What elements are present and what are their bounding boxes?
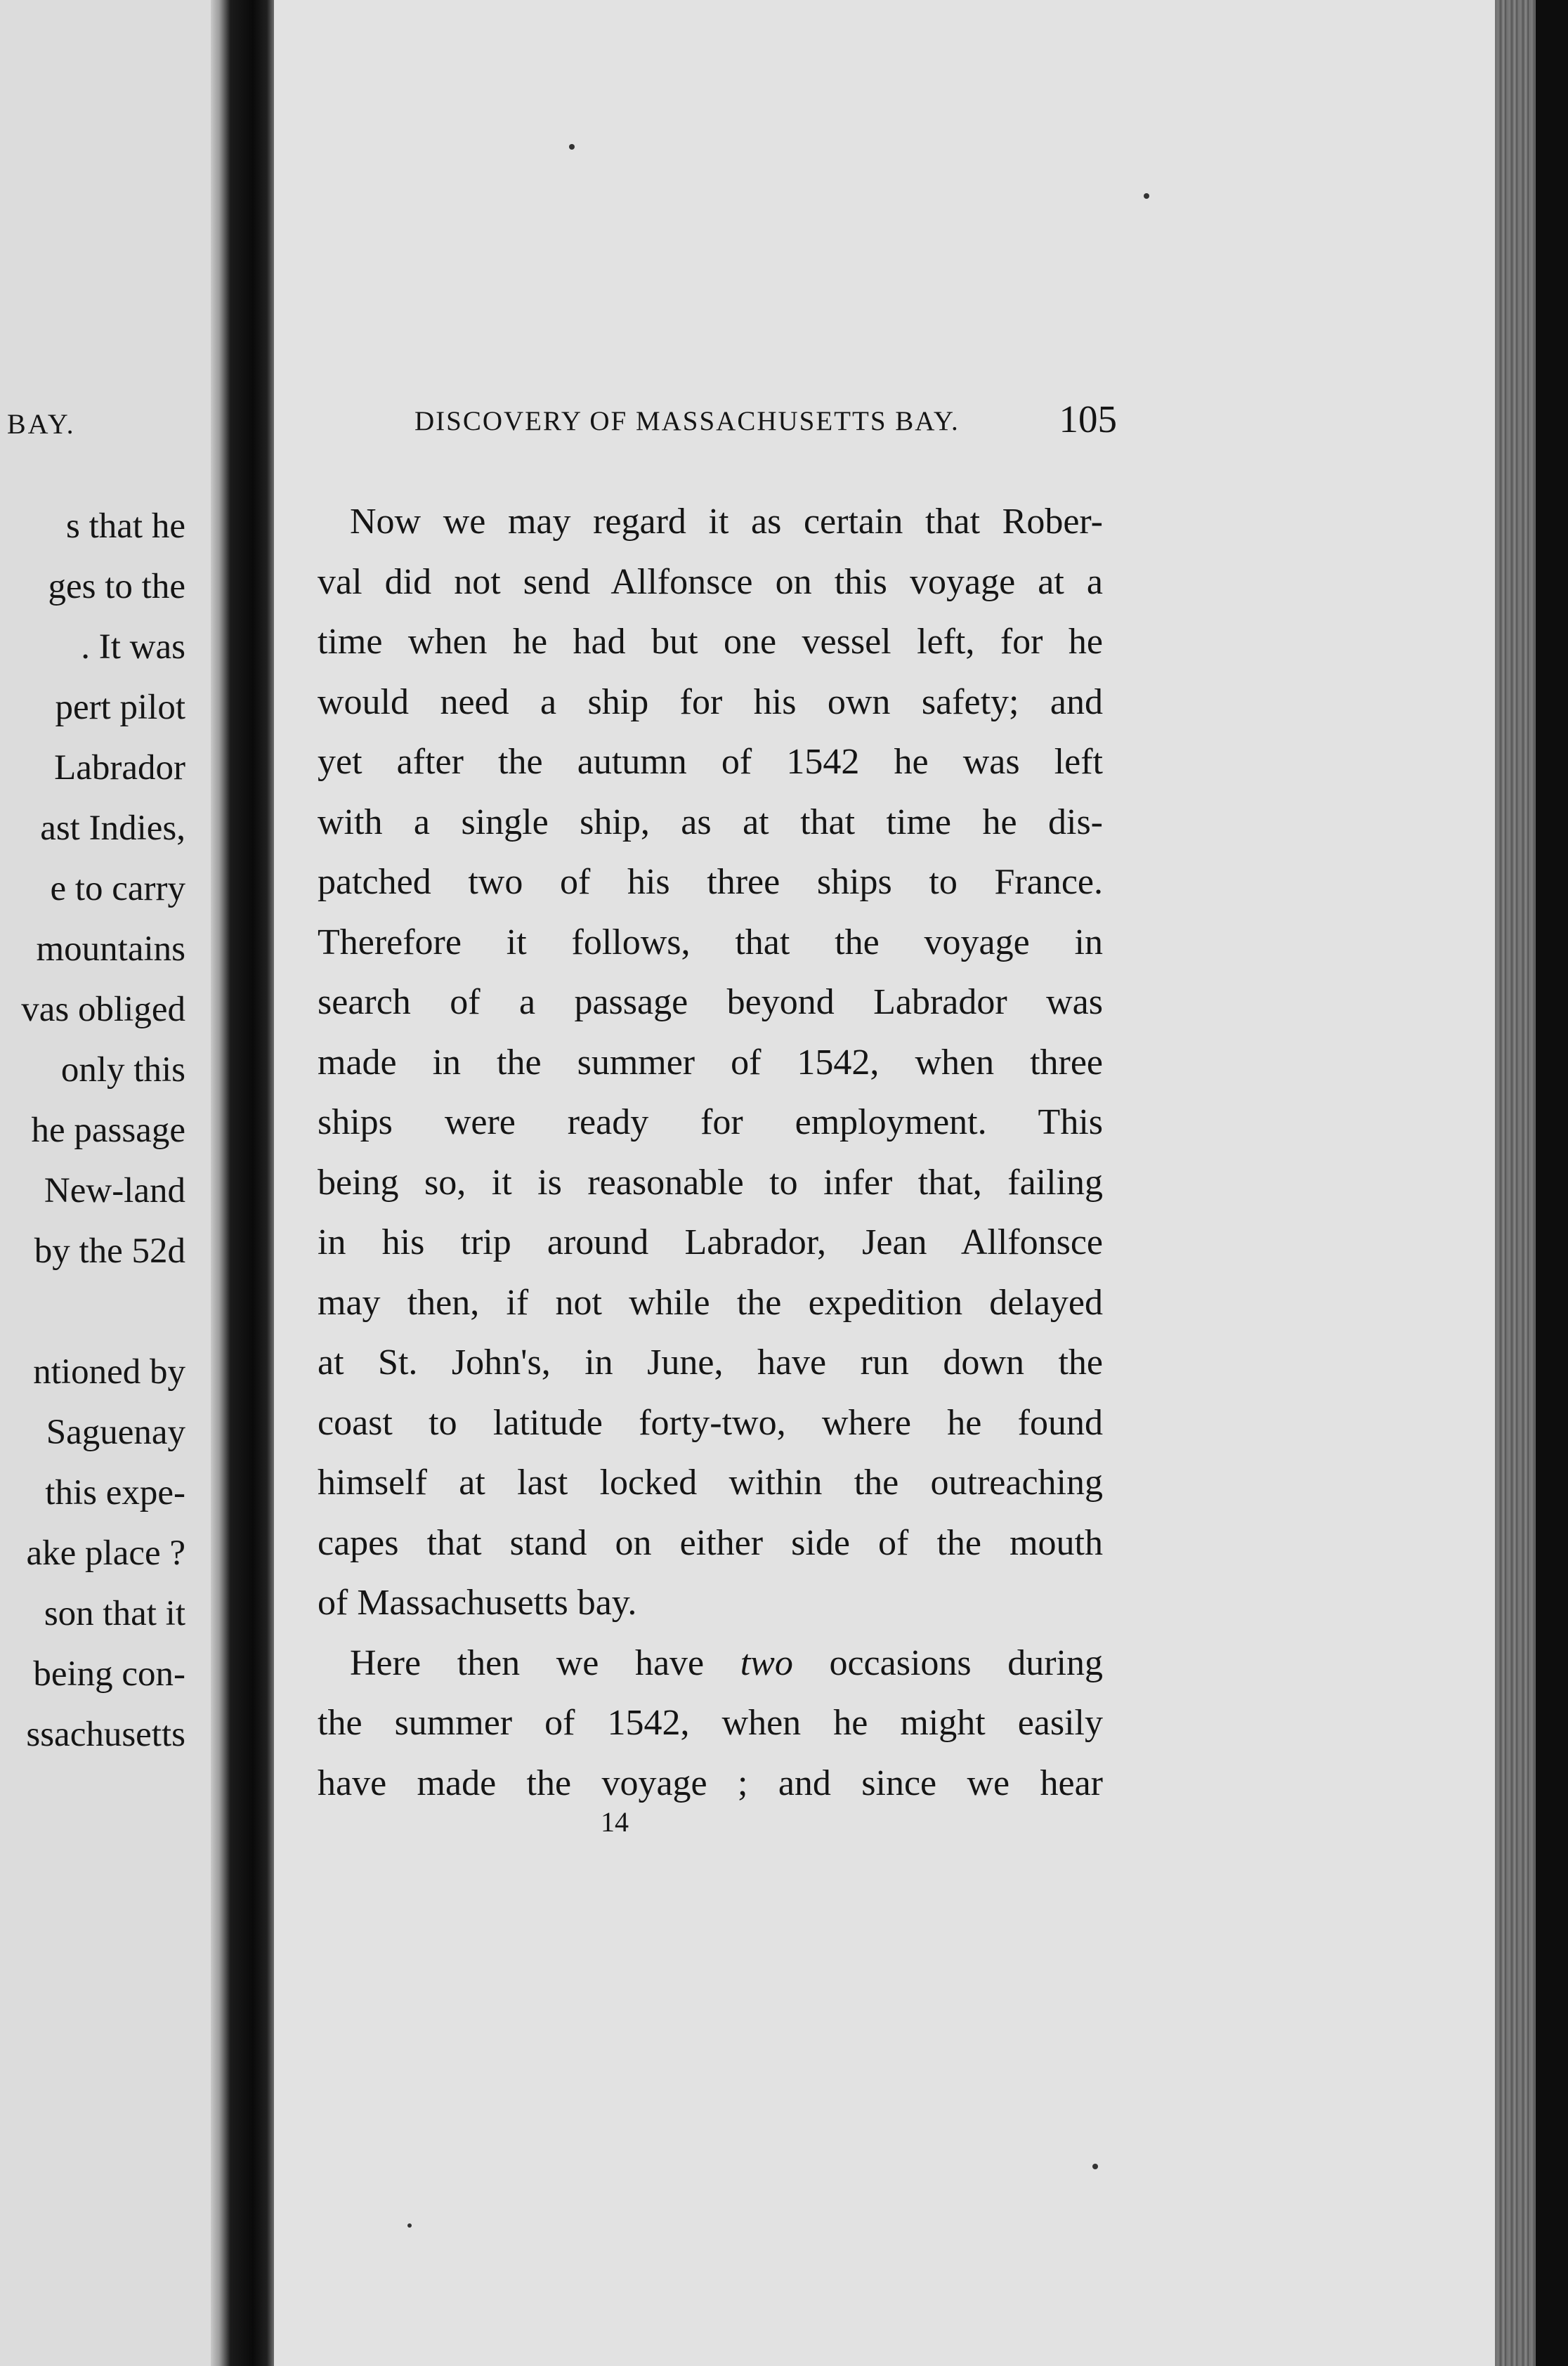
left-line: vas obliged [21, 990, 185, 1029]
text-line: search of a passage beyond Labrador was [318, 982, 1103, 1022]
left-line: by the 52d [34, 1231, 185, 1271]
text-line: of Massachusetts bay. [318, 1583, 637, 1623]
text-line: the summer of 1542, when he might easily [318, 1703, 1103, 1743]
text-line: patched two of his three ships to France. [318, 862, 1103, 902]
text-line: at St. John's, in June, have run down the [318, 1342, 1103, 1383]
text-line: capes that stand on either side of the mouth [318, 1522, 1103, 1563]
text-line: have made the voyage ; and since we hear [318, 1763, 1103, 1803]
left-line: son that it [44, 1594, 185, 1633]
text-line: yet after the autumn of 1542 he was left [318, 742, 1103, 782]
left-page-text [0, 496, 185, 1765]
text-line: Now we may regard it as certain that Rober- [350, 502, 1103, 542]
text-line: would need a ship for his own safety; and [318, 681, 1103, 722]
text-span: Here then we have [350, 1642, 740, 1683]
left-line: ake place ? [26, 1534, 185, 1573]
body-text [318, 492, 1103, 1813]
text-line: with a single ship, as at that time he dis- [318, 802, 1103, 842]
book-gutter [211, 0, 274, 2366]
left-page [0, 0, 211, 2366]
running-header [414, 393, 1117, 450]
text-line: himself at last locked within the outreaching [318, 1463, 1103, 1503]
text-line: in his trip around Labrador, Jean Allfonsce [318, 1222, 1103, 1262]
scan-speck [569, 144, 575, 150]
left-line: . It was [81, 627, 185, 667]
left-line: New-land [44, 1171, 185, 1210]
text-line: coast to latitude forty-two, where he found [318, 1402, 1103, 1443]
left-line: only this [60, 1050, 185, 1090]
left-line: s that he [66, 506, 185, 546]
text-line: time when he had but one vessel left, for he [318, 622, 1103, 662]
text-line: Therefore it follows, that the voyage in [318, 922, 1103, 962]
left-line: ges to the [48, 567, 185, 606]
page-number: 105 [1059, 398, 1117, 440]
left-line: ssachusetts [26, 1715, 185, 1754]
left-line: he passage [31, 1111, 185, 1150]
italic-word: two [740, 1642, 793, 1683]
left-running-header: BAY. [7, 408, 76, 440]
left-line: being con- [33, 1654, 185, 1694]
text-line [318, 1633, 1103, 1694]
page-edge [1495, 0, 1568, 2366]
left-line: ntioned by [33, 1352, 185, 1392]
scan-speck [1144, 193, 1149, 199]
left-line: mountains [36, 929, 185, 969]
left-line: e to carry [50, 869, 185, 908]
left-line: pert pilot [55, 688, 185, 727]
left-line: ast Indies, [40, 809, 185, 848]
left-line-blank [0, 1281, 185, 1342]
left-line: Labrador [54, 748, 185, 787]
text-line: may then, if not while the expedition delayed [318, 1282, 1103, 1323]
text-line: made in the summer of 1542, when three [318, 1042, 1103, 1083]
text-line: val did not send Allfonsce on this voyage at a [318, 561, 1103, 602]
text-line: ships were ready for employment. This [318, 1102, 1103, 1142]
left-line: this expe- [45, 1473, 185, 1512]
text-span: occasions during [792, 1642, 1103, 1683]
signature-mark: 14 [601, 1806, 629, 1838]
text-line: being so, it is reasonable to infer that, failing [318, 1162, 1103, 1203]
scan-speck [1092, 2164, 1098, 2169]
running-title: DISCOVERY OF MASSACHUSETTS BAY. [414, 406, 960, 436]
left-line: Saguenay [46, 1413, 185, 1452]
scan-speck [407, 2223, 412, 2228]
